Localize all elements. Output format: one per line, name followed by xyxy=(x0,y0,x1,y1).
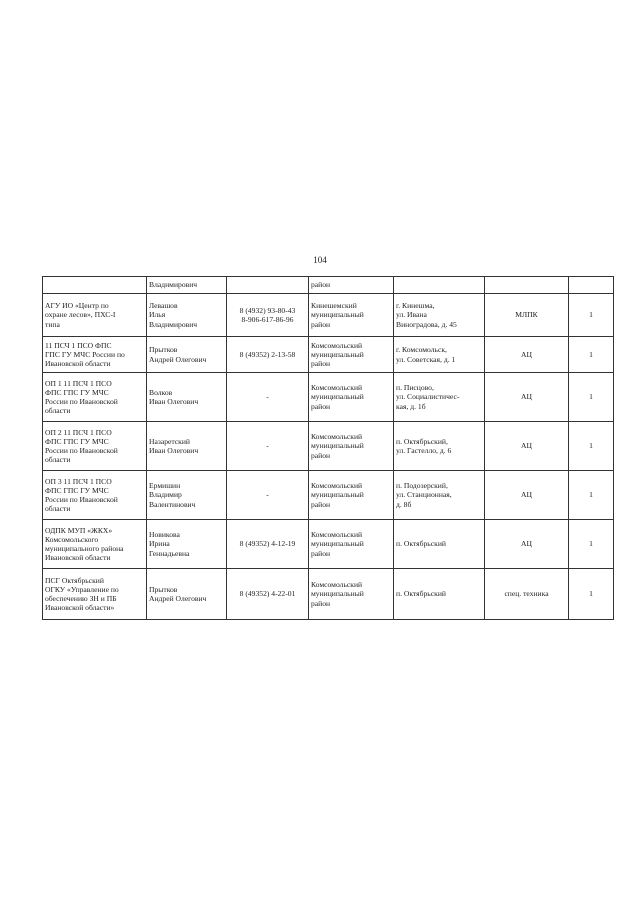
cell-line: Левашов xyxy=(149,301,178,311)
cell-line: Назаретский xyxy=(149,436,190,446)
cell-line: Ивановской области» xyxy=(45,603,115,613)
cell-line: ФПС ГПС ГУ МЧС xyxy=(45,436,109,446)
cell-line: Ивановской области xyxy=(45,359,111,369)
table-body xyxy=(43,277,614,620)
cell-line: ул. Советская, д. 1 xyxy=(396,354,456,364)
cell-line: Иван Олегович xyxy=(149,397,199,406)
table-row xyxy=(43,422,614,471)
municipality-cell xyxy=(309,294,394,337)
cell-line: п. Октябрьский xyxy=(396,589,446,599)
cell-line: п. Октябрьский, xyxy=(396,436,448,446)
cell-line: Илья xyxy=(149,310,166,320)
cell-line: муниципальный xyxy=(311,392,364,402)
cell-line: г. Комсомольск, xyxy=(396,345,447,355)
equipment-type-cell xyxy=(485,277,569,294)
cell-line: муниципальный xyxy=(311,539,364,549)
cell-line: ОП 1 11 ПСЧ 1 ПСО xyxy=(45,378,112,388)
cell-line: район xyxy=(311,319,331,329)
equipment-count-cell: 1 xyxy=(569,422,614,471)
cell-line: Виноградова, д. 45 xyxy=(396,319,457,329)
cell-line: Комсомольский xyxy=(311,432,363,442)
organization-cell xyxy=(43,277,147,294)
municipality-cell xyxy=(309,337,394,373)
equipment-type-cell: АЦ xyxy=(485,520,569,569)
cell-line: ОП 3 11 ПСЧ 1 ПСО xyxy=(45,476,112,486)
cell-line: ОГКУ «Управление по xyxy=(45,584,119,594)
address-cell xyxy=(394,277,485,294)
table-row xyxy=(43,471,614,520)
equipment-type-cell: АЦ xyxy=(485,422,569,471)
cell-line: Ирина xyxy=(149,539,170,549)
table-row xyxy=(43,337,614,373)
cell-line: России по Ивановской xyxy=(45,397,118,406)
cell-line: Комсомольского xyxy=(45,534,99,544)
cell-line: Иван Олегович xyxy=(149,446,199,455)
table-row xyxy=(43,569,614,620)
cell-line: Волков xyxy=(149,387,173,397)
cell-line: п. Писцово, xyxy=(396,383,434,393)
organizations-table xyxy=(42,276,614,620)
equipment-count-cell: 1 xyxy=(569,520,614,569)
cell-line: обеспечению ЗН и ПБ xyxy=(45,594,117,603)
address-cell xyxy=(394,337,485,373)
page-number: 104 xyxy=(313,255,327,265)
municipality-cell xyxy=(309,373,394,422)
cell-line: России по Ивановской xyxy=(45,495,118,504)
cell-line: ФПС ГПС ГУ МЧС xyxy=(45,485,109,495)
phone-cell xyxy=(227,277,309,294)
cell-line: - xyxy=(266,441,269,451)
table-row xyxy=(43,294,614,337)
head-person-cell xyxy=(147,337,227,373)
equipment-count-cell xyxy=(569,277,614,294)
cell-line: ул. Ивана xyxy=(396,310,427,320)
organization-cell xyxy=(43,471,147,520)
address-cell xyxy=(394,294,485,337)
cell-line: район xyxy=(311,598,331,608)
organization-cell xyxy=(43,520,147,569)
cell-line: ул. Социалистичес- xyxy=(396,392,460,402)
municipality-cell xyxy=(309,422,394,471)
cell-line: муниципальный xyxy=(311,441,364,451)
head-person-cell xyxy=(147,277,227,294)
cell-line: г. Кинешма, xyxy=(396,301,435,311)
cell-line: - xyxy=(266,490,269,500)
organization-cell xyxy=(43,373,147,422)
cell-line: Прытков xyxy=(149,345,178,355)
organization-cell xyxy=(43,294,147,337)
equipment-count-cell: 1 xyxy=(569,294,614,337)
cell-line: ФПС ГПС ГУ МЧС xyxy=(45,387,109,397)
cell-line: области xyxy=(45,455,71,465)
address-cell xyxy=(394,520,485,569)
municipality-cell xyxy=(309,277,394,294)
cell-line: Ивановской области xyxy=(45,553,111,563)
cell-line: Андрей Олегович xyxy=(149,594,207,603)
cell-line: ГПС ГУ МЧС России по xyxy=(45,349,125,359)
equipment-type-cell: АЦ xyxy=(485,471,569,520)
phone-cell xyxy=(227,373,309,422)
municipality-cell xyxy=(309,471,394,520)
cell-line: Комсомольский xyxy=(311,481,363,491)
cell-line: Комсомольский xyxy=(311,580,363,590)
address-cell xyxy=(394,373,485,422)
table-row xyxy=(43,373,614,422)
cell-line: Владимирович xyxy=(149,280,198,290)
phone-cell xyxy=(227,471,309,520)
cell-line: район xyxy=(311,499,331,509)
cell-line: Ермишин xyxy=(149,481,181,491)
cell-line: ул. Станционная, xyxy=(396,490,452,500)
cell-line: 8 (49352) 4-22-01 xyxy=(239,589,296,599)
head-person-cell xyxy=(147,520,227,569)
cell-line: Валентинович xyxy=(149,499,196,509)
equipment-count-cell: 1 xyxy=(569,373,614,422)
cell-line: 8 (4932) 93-80-43 xyxy=(239,305,296,315)
municipality-cell xyxy=(309,569,394,620)
cell-line: Геннадьевна xyxy=(149,548,190,558)
head-person-cell xyxy=(147,471,227,520)
cell-line: охране лесов», ПХС-I xyxy=(45,310,116,320)
head-person-cell xyxy=(147,422,227,471)
cell-line: Андрей Олегович xyxy=(149,354,207,364)
equipment-type-cell: АЦ xyxy=(485,373,569,422)
cell-line: - xyxy=(266,392,269,402)
cell-line: муниципальный xyxy=(311,490,364,500)
cell-line: России по Ивановской xyxy=(45,446,118,455)
equipment-count-cell: 1 xyxy=(569,471,614,520)
cell-line: п. Подозерский, xyxy=(396,481,448,491)
phone-cell xyxy=(227,337,309,373)
cell-line: муниципальный xyxy=(311,310,364,320)
phone-cell xyxy=(227,422,309,471)
cell-line: район xyxy=(311,359,331,369)
cell-line: ОП 2 11 ПСЧ 1 ПСО xyxy=(45,427,112,437)
equipment-count-cell: 1 xyxy=(569,337,614,373)
cell-line: 8-906-617-86-96 xyxy=(241,315,294,324)
cell-line: муниципального района xyxy=(45,544,124,553)
cell-line: муниципальный xyxy=(311,349,364,359)
cell-line: 11 ПСЧ 1 ПСО ФПС xyxy=(45,340,112,350)
cell-line: кая, д. 1б xyxy=(396,401,426,411)
phone-cell xyxy=(227,294,309,337)
address-cell xyxy=(394,569,485,620)
cell-line: район xyxy=(311,401,331,411)
organization-cell xyxy=(43,569,147,620)
cell-line: муниципальный xyxy=(311,589,364,599)
cell-line: 8 (49352) 2-13-58 xyxy=(239,349,296,359)
equipment-type-cell: МЛПК xyxy=(485,294,569,337)
cell-line: д. 8б xyxy=(396,499,412,509)
address-cell xyxy=(394,422,485,471)
cell-line: район xyxy=(311,280,331,290)
cell-line: район xyxy=(311,450,331,460)
cell-line: Владимир xyxy=(149,490,182,500)
cell-line: типа xyxy=(45,319,60,329)
cell-line: Комсомольский xyxy=(311,530,363,540)
cell-line: АГУ ИО «Центр по xyxy=(45,301,109,311)
table-row xyxy=(43,277,614,294)
equipment-type-cell: спец. техника xyxy=(485,569,569,620)
cell-line: ОДПК МУП «ЖКХ» xyxy=(45,525,113,535)
cell-line: Комсомольский xyxy=(311,340,363,350)
equipment-type-cell: АЦ xyxy=(485,337,569,373)
phone-cell xyxy=(227,569,309,620)
cell-line: области xyxy=(45,406,71,416)
cell-line: п. Октябрьский xyxy=(396,539,446,549)
table-row xyxy=(43,520,614,569)
phone-cell xyxy=(227,520,309,569)
head-person-cell xyxy=(147,294,227,337)
head-person-cell xyxy=(147,373,227,422)
cell-line: Комсомольский xyxy=(311,383,363,393)
address-cell xyxy=(394,471,485,520)
cell-line: Владимирович xyxy=(149,319,198,329)
head-person-cell xyxy=(147,569,227,620)
cell-line: ул. Гастелло, д. 6 xyxy=(396,446,452,455)
equipment-count-cell: 1 xyxy=(569,569,614,620)
cell-line: Новикова xyxy=(149,530,180,540)
cell-line: район xyxy=(311,548,331,558)
cell-line: 8 (49352) 4-12-19 xyxy=(239,539,296,549)
organization-cell xyxy=(43,337,147,373)
cell-line: области xyxy=(45,504,71,514)
cell-line: Кинешемский xyxy=(311,301,357,311)
municipality-cell xyxy=(309,520,394,569)
cell-line: Прытков xyxy=(149,584,178,594)
organization-cell xyxy=(43,422,147,471)
cell-line: ПСГ Октябрьский xyxy=(45,575,104,585)
